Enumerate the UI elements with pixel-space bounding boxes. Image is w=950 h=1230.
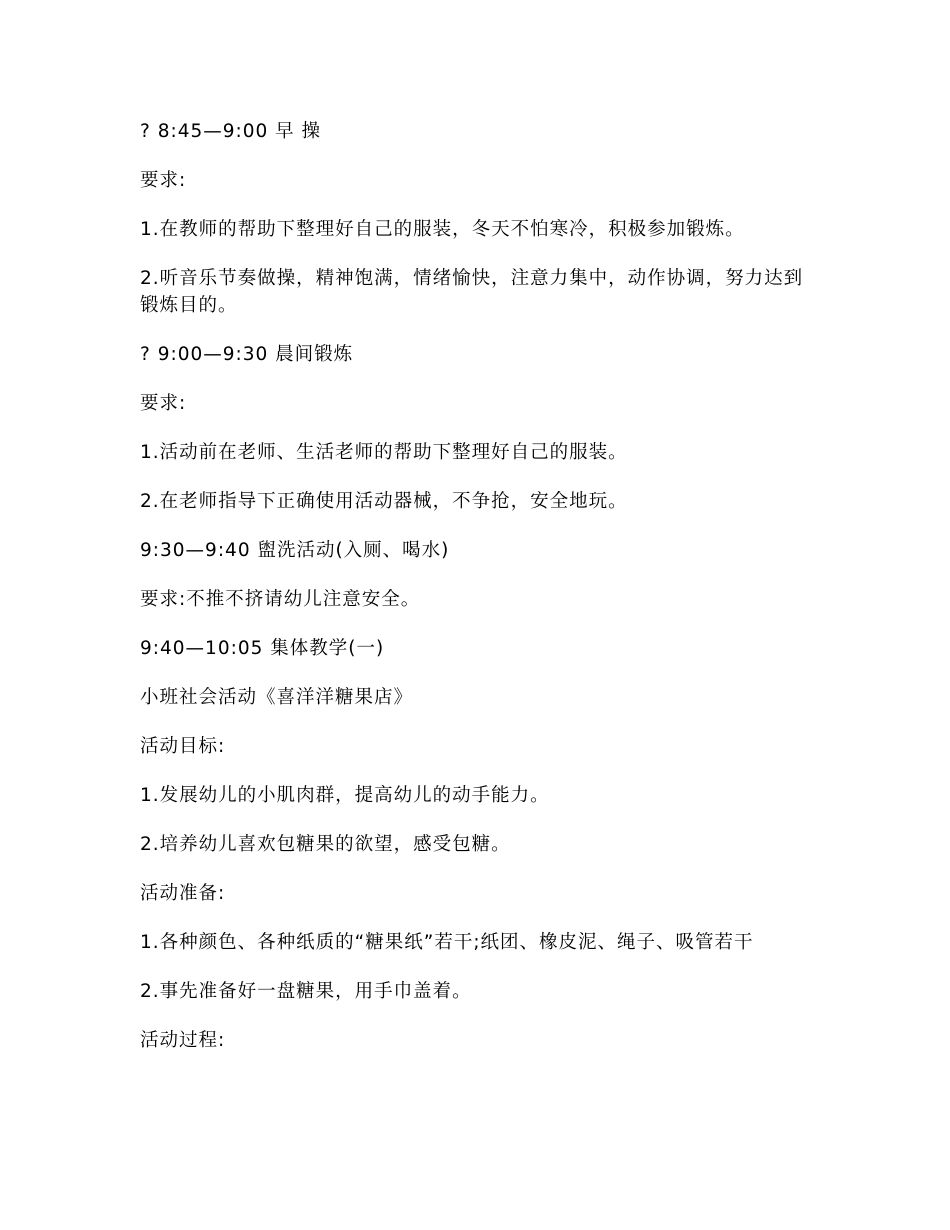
preparation-item: 2.事先准备好一盘糖果，用手巾盖着。 (140, 981, 472, 1002)
requirement-item: 要求:不推不挤请幼儿注意安全。 (140, 589, 421, 610)
requirement-item: 1.活动前在老师、生活老师的帮助下整理好自己的服装。 (140, 442, 628, 463)
requirement-item: 2.在老师指导下正确使用活动器械，不争抢，安全地玩。 (140, 491, 628, 512)
requirements-label: 要求: (140, 393, 187, 414)
requirement-item: 1.在教师的帮助下整理好自己的服装，冬天不怕寒冷，积极参加锻炼。 (140, 219, 745, 240)
requirements-label: 要求: (140, 170, 187, 191)
schedule-heading-washing: 9:30—9:40 盥洗活动(入厕、喝水) (140, 540, 450, 561)
document-body (140, 118, 812, 1076)
schedule-heading-morning-exercise: ? 8:45—9:00 早 操 (140, 121, 322, 142)
schedule-heading-morning-workout: ? 9:00—9:30 晨间锻炼 (140, 344, 354, 365)
activity-preparation-label: 活动准备: (140, 883, 226, 904)
requirement-item: 2.听音乐节奏做操，精神饱满，情绪愉快，注意力集中，动作协调，努力达到锻炼目的。 (140, 268, 804, 316)
goal-item: 1.发展幼儿的小肌肉群，提高幼儿的动手能力。 (140, 785, 550, 806)
schedule-heading-group-teaching: 9:40—10:05 集体教学(一) (140, 638, 385, 659)
preparation-item: 1.各种颜色、各种纸质的“糖果纸”若干;纸团、橡皮泥、绳子、吸管若干 (140, 932, 754, 953)
activity-title: 小班社会活动《喜洋洋糖果店》 (140, 687, 414, 708)
activity-process-label: 活动过程: (140, 1030, 226, 1051)
activity-goals-label: 活动目标: (140, 736, 226, 757)
goal-item: 2.培养幼儿喜欢包糖果的欲望，感受包糖。 (140, 834, 511, 855)
